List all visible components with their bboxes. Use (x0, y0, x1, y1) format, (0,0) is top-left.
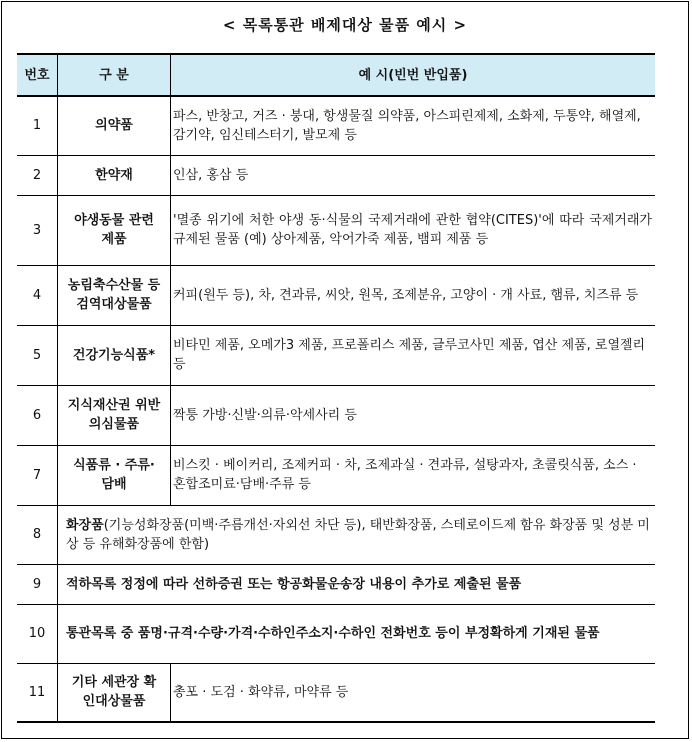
table-row (17, 604, 655, 663)
header-examples: 예 시(빈번 반입품) (171, 54, 656, 96)
header-no: 번호 (17, 54, 58, 96)
row-examples: 적하목록 정정에 따라 선하증권 또는 항공화물운송장 내용이 추가로 제출된 물품 (58, 564, 656, 604)
row-no: 1 (17, 96, 58, 155)
row-category: 식품류 · 주류·담배 (58, 445, 171, 505)
row-category: 한약재 (58, 155, 171, 195)
row-category: 농림축수산물 등 검역대상물품 (58, 265, 171, 325)
row-no: 4 (17, 265, 58, 325)
row-examples: 인삼, 홍삼 등 (171, 155, 656, 195)
row-category: 기타 세관장 확인대상물품 (58, 663, 171, 722)
row-lead-detail: (기능성화장품(미백·주름개선·자외선 차단 등), 태반화장품, 스테로이드제 함유 화장품 및 성분 미상 등 유해화장품에 한함) (66, 517, 650, 552)
table-row (17, 155, 655, 195)
row-examples: 파스, 반창고, 거즈 · 붕대, 항생물질 의약품, 아스피린제제, 소화제, 두통약, 해열제, 감기약, 임신테스터기, 발모제 등 (171, 96, 656, 155)
row-examples: 비스킷 · 베이커리, 조제커피 · 차, 조제과실 · 견과류, 설탕과자, 초콜릿식품, 소스 · 혼합조미료·담배·주류 등 (171, 445, 656, 505)
row-examples: 커피(원두 등), 차, 견과류, 씨앗, 원목, 조제분유, 고양이 · 개 사료, 햄류, 치즈류 등 (171, 265, 656, 325)
row-no: 8 (17, 505, 58, 564)
exclusion-items-table (17, 53, 655, 723)
row-examples: 통관목록 중 품명·규격·수량·가격·수하인주소지·수하인 전화번호 등이 부정확하게 기재된 물품 (58, 604, 656, 663)
row-category: 야생동물 관련 제품 (58, 195, 171, 265)
row-lead-label: 화장품 (66, 517, 104, 533)
row-no: 6 (17, 385, 58, 445)
table-row (17, 564, 655, 604)
row-no: 11 (17, 663, 58, 722)
row-no: 9 (17, 564, 58, 604)
row-no: 10 (17, 604, 58, 663)
row-examples: '멸종 위기에 처한 야생 동·식물의 국제거래에 관한 협약(CITES)'에 따라 국제거래가 규제된 물품 (예) 상아제품, 악어가죽 제품, 뱀피 제품 등 (171, 195, 656, 265)
table-header-row (17, 54, 655, 96)
row-category: 건강기능식품* (58, 325, 171, 385)
row-no: 7 (17, 445, 58, 505)
row-category: 지식재산권 위반 의심물품 (58, 385, 171, 445)
table-row (17, 265, 655, 325)
row-examples: 총포 · 도검 · 화약류, 마약류 등 (171, 663, 656, 722)
table-row (17, 445, 655, 505)
row-no: 5 (17, 325, 58, 385)
row-no: 2 (17, 155, 58, 195)
table-row (17, 663, 655, 722)
row-examples: 짝퉁 가방·신발·의류·악세사리 등 (171, 385, 656, 445)
table-row (17, 325, 655, 385)
row-examples (58, 505, 656, 564)
table-row (17, 385, 655, 445)
table-row (17, 96, 655, 155)
header-category: 구 분 (58, 54, 171, 96)
table-row (17, 505, 655, 564)
row-category: 의약품 (58, 96, 171, 155)
row-no: 3 (17, 195, 58, 265)
page-title: < 목록통관 배제대상 물품 예시 > (222, 16, 468, 34)
table-row (17, 195, 655, 265)
row-examples: 비타민 제품, 오메가3 제품, 프로폴리스 제품, 글루코사민 제품, 엽산 제품, 로열젤리 등 (171, 325, 656, 385)
